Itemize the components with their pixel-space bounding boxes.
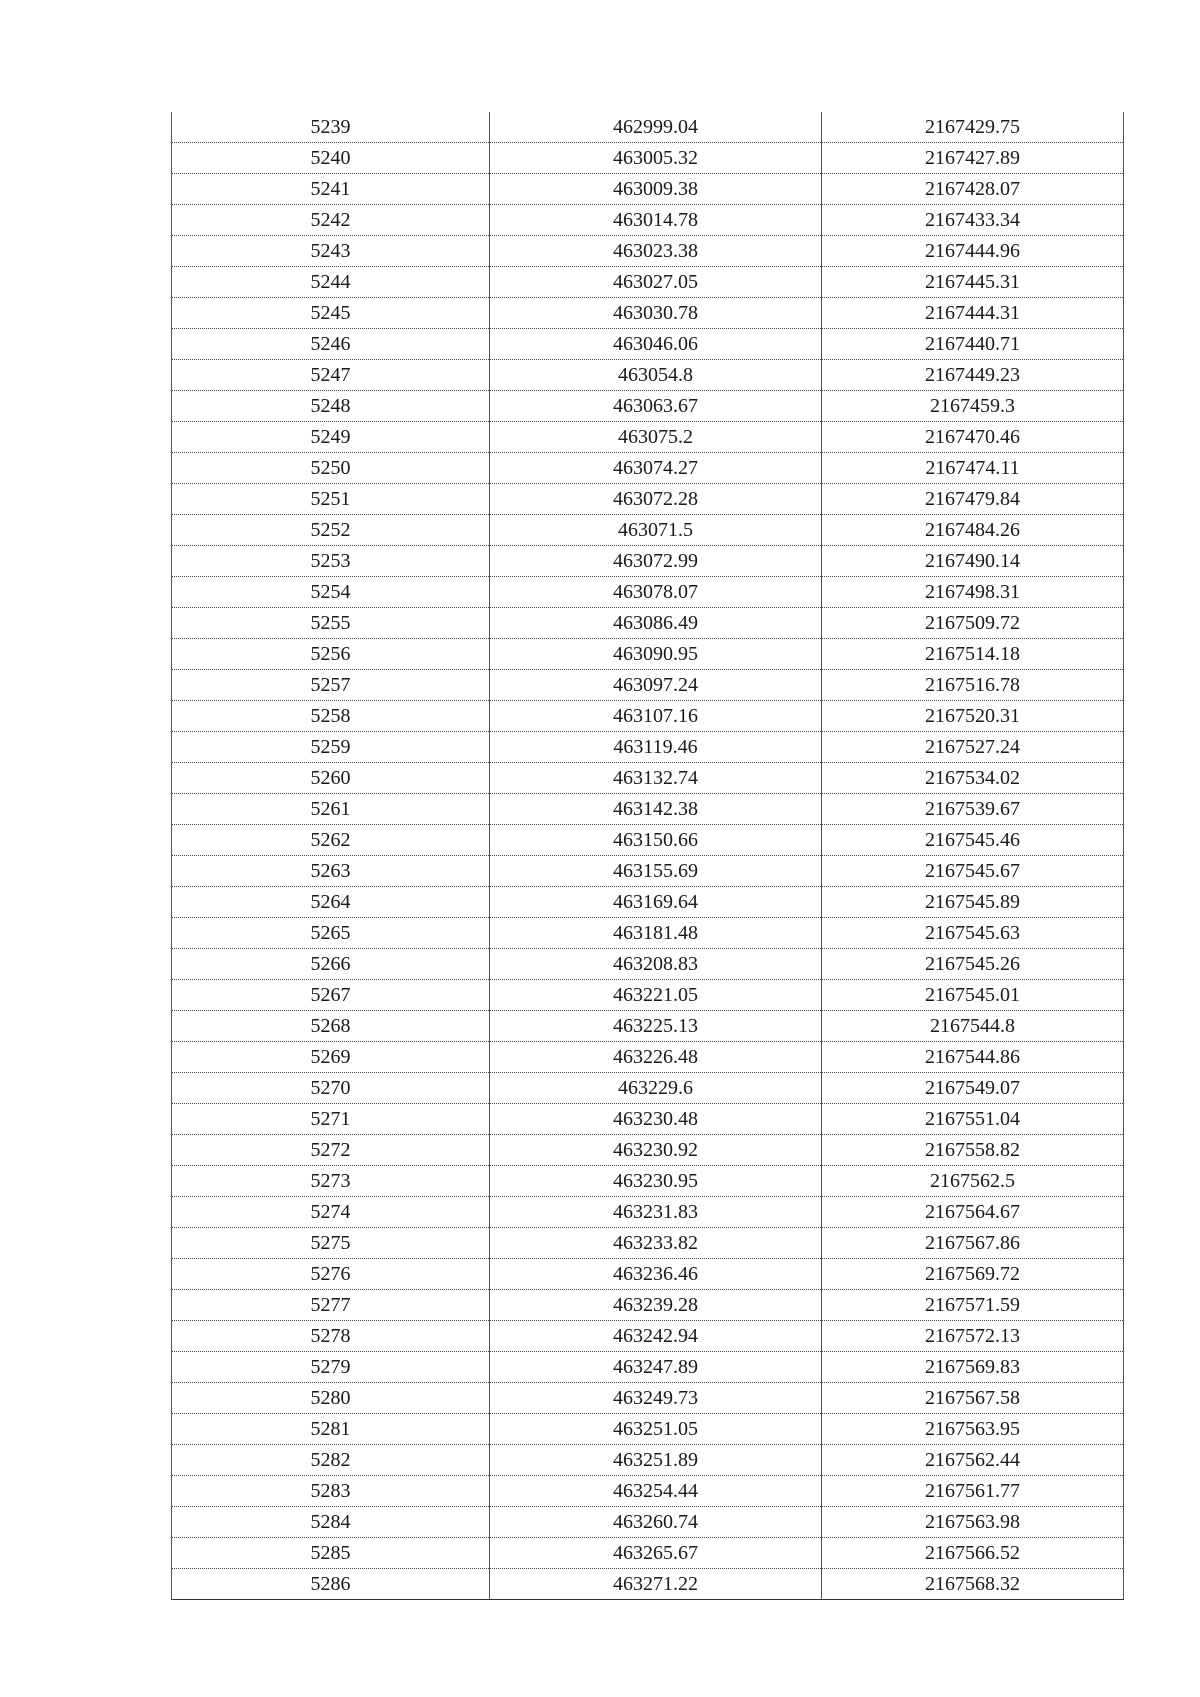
table-row <box>172 515 1124 546</box>
point-number-cell: 5273 <box>172 1166 490 1197</box>
x-coordinate-cell: 463247.89 <box>490 1352 822 1383</box>
point-number-cell: 5258 <box>172 701 490 732</box>
y-coordinate-cell: 2167449.23 <box>822 360 1124 391</box>
table-row <box>172 639 1124 670</box>
x-coordinate-cell: 463072.99 <box>490 546 822 577</box>
point-number-cell: 5286 <box>172 1569 490 1600</box>
point-number-cell: 5281 <box>172 1414 490 1445</box>
y-coordinate-cell: 2167563.98 <box>822 1507 1124 1538</box>
table-row <box>172 1414 1124 1445</box>
point-number-cell: 5251 <box>172 484 490 515</box>
x-coordinate-cell: 463155.69 <box>490 856 822 887</box>
point-number-cell: 5274 <box>172 1197 490 1228</box>
y-coordinate-cell: 2167445.31 <box>822 267 1124 298</box>
point-number-cell: 5282 <box>172 1445 490 1476</box>
point-number-cell: 5247 <box>172 360 490 391</box>
table-row <box>172 1507 1124 1538</box>
x-coordinate-cell: 463236.46 <box>490 1259 822 1290</box>
y-coordinate-cell: 2167567.86 <box>822 1228 1124 1259</box>
x-coordinate-cell: 463254.44 <box>490 1476 822 1507</box>
point-number-cell: 5250 <box>172 453 490 484</box>
point-number-cell: 5267 <box>172 980 490 1011</box>
table-row <box>172 887 1124 918</box>
y-coordinate-cell: 2167563.95 <box>822 1414 1124 1445</box>
point-number-cell: 5239 <box>172 112 490 143</box>
y-coordinate-cell: 2167444.31 <box>822 298 1124 329</box>
table-row <box>172 298 1124 329</box>
table-row <box>172 453 1124 484</box>
y-coordinate-cell: 2167545.46 <box>822 825 1124 856</box>
x-coordinate-cell: 463230.95 <box>490 1166 822 1197</box>
x-coordinate-cell: 463097.24 <box>490 670 822 701</box>
table-row <box>172 732 1124 763</box>
point-number-cell: 5242 <box>172 205 490 236</box>
y-coordinate-cell: 2167534.02 <box>822 763 1124 794</box>
point-number-cell: 5270 <box>172 1073 490 1104</box>
point-number-cell: 5277 <box>172 1290 490 1321</box>
point-number-cell: 5266 <box>172 949 490 980</box>
table-row <box>172 1445 1124 1476</box>
y-coordinate-cell: 2167490.14 <box>822 546 1124 577</box>
table-row <box>172 918 1124 949</box>
y-coordinate-cell: 2167549.07 <box>822 1073 1124 1104</box>
y-coordinate-cell: 2167474.11 <box>822 453 1124 484</box>
table-row <box>172 422 1124 453</box>
x-coordinate-cell: 463251.05 <box>490 1414 822 1445</box>
x-coordinate-cell: 463075.2 <box>490 422 822 453</box>
point-number-cell: 5269 <box>172 1042 490 1073</box>
table-row <box>172 1104 1124 1135</box>
point-number-cell: 5259 <box>172 732 490 763</box>
y-coordinate-cell: 2167470.46 <box>822 422 1124 453</box>
table-row <box>172 484 1124 515</box>
x-coordinate-cell: 463009.38 <box>490 174 822 205</box>
y-coordinate-cell: 2167572.13 <box>822 1321 1124 1352</box>
x-coordinate-cell: 463169.64 <box>490 887 822 918</box>
x-coordinate-cell: 463271.22 <box>490 1569 822 1600</box>
point-number-cell: 5244 <box>172 267 490 298</box>
point-number-cell: 5243 <box>172 236 490 267</box>
table-row <box>172 1290 1124 1321</box>
y-coordinate-cell: 2167429.75 <box>822 112 1124 143</box>
y-coordinate-cell: 2167566.52 <box>822 1538 1124 1569</box>
table-row <box>172 1166 1124 1197</box>
y-coordinate-cell: 2167509.72 <box>822 608 1124 639</box>
x-coordinate-cell: 463132.74 <box>490 763 822 794</box>
x-coordinate-cell: 463107.16 <box>490 701 822 732</box>
y-coordinate-cell: 2167571.59 <box>822 1290 1124 1321</box>
y-coordinate-cell: 2167440.71 <box>822 329 1124 360</box>
y-coordinate-cell: 2167568.32 <box>822 1569 1124 1600</box>
y-coordinate-cell: 2167569.83 <box>822 1352 1124 1383</box>
table-row <box>172 825 1124 856</box>
table-row <box>172 794 1124 825</box>
x-coordinate-cell: 463225.13 <box>490 1011 822 1042</box>
point-number-cell: 5275 <box>172 1228 490 1259</box>
point-number-cell: 5285 <box>172 1538 490 1569</box>
y-coordinate-cell: 2167544.8 <box>822 1011 1124 1042</box>
table-row <box>172 1352 1124 1383</box>
y-coordinate-cell: 2167569.72 <box>822 1259 1124 1290</box>
table-row <box>172 1197 1124 1228</box>
point-number-cell: 5240 <box>172 143 490 174</box>
table-row <box>172 1476 1124 1507</box>
y-coordinate-cell: 2167433.34 <box>822 205 1124 236</box>
x-coordinate-cell: 463023.38 <box>490 236 822 267</box>
x-coordinate-cell: 463233.82 <box>490 1228 822 1259</box>
y-coordinate-cell: 2167479.84 <box>822 484 1124 515</box>
x-coordinate-cell: 463230.48 <box>490 1104 822 1135</box>
point-number-cell: 5263 <box>172 856 490 887</box>
y-coordinate-cell: 2167567.58 <box>822 1383 1124 1414</box>
x-coordinate-cell: 463119.46 <box>490 732 822 763</box>
point-number-cell: 5246 <box>172 329 490 360</box>
x-coordinate-cell: 463150.66 <box>490 825 822 856</box>
y-coordinate-cell: 2167545.67 <box>822 856 1124 887</box>
point-number-cell: 5257 <box>172 670 490 701</box>
point-number-cell: 5271 <box>172 1104 490 1135</box>
table-row <box>172 174 1124 205</box>
y-coordinate-cell: 2167562.5 <box>822 1166 1124 1197</box>
x-coordinate-cell: 463239.28 <box>490 1290 822 1321</box>
x-coordinate-cell: 463249.73 <box>490 1383 822 1414</box>
table-row <box>172 1383 1124 1414</box>
table-row <box>172 267 1124 298</box>
x-coordinate-cell: 463005.32 <box>490 143 822 174</box>
x-coordinate-cell: 463054.8 <box>490 360 822 391</box>
point-number-cell: 5280 <box>172 1383 490 1414</box>
x-coordinate-cell: 463181.48 <box>490 918 822 949</box>
table-row <box>172 577 1124 608</box>
table-row <box>172 670 1124 701</box>
point-number-cell: 5265 <box>172 918 490 949</box>
x-coordinate-cell: 463090.95 <box>490 639 822 670</box>
x-coordinate-cell: 463226.48 <box>490 1042 822 1073</box>
table-row <box>172 1569 1124 1600</box>
table-row <box>172 1538 1124 1569</box>
table-row <box>172 949 1124 980</box>
x-coordinate-cell: 463074.27 <box>490 453 822 484</box>
y-coordinate-cell: 2167545.63 <box>822 918 1124 949</box>
y-coordinate-cell: 2167545.01 <box>822 980 1124 1011</box>
coordinate-table <box>171 112 1124 1600</box>
x-coordinate-cell: 463260.74 <box>490 1507 822 1538</box>
point-number-cell: 5256 <box>172 639 490 670</box>
y-coordinate-cell: 2167498.31 <box>822 577 1124 608</box>
point-number-cell: 5264 <box>172 887 490 918</box>
table-row <box>172 1042 1124 1073</box>
point-number-cell: 5260 <box>172 763 490 794</box>
table-row <box>172 329 1124 360</box>
point-number-cell: 5261 <box>172 794 490 825</box>
x-coordinate-cell: 463208.83 <box>490 949 822 980</box>
y-coordinate-cell: 2167427.89 <box>822 143 1124 174</box>
x-coordinate-cell: 463229.6 <box>490 1073 822 1104</box>
table-row <box>172 608 1124 639</box>
coordinate-table-body <box>172 112 1124 1600</box>
point-number-cell: 5245 <box>172 298 490 329</box>
table-row <box>172 701 1124 732</box>
y-coordinate-cell: 2167545.89 <box>822 887 1124 918</box>
x-coordinate-cell: 463027.05 <box>490 267 822 298</box>
table-row <box>172 236 1124 267</box>
point-number-cell: 5248 <box>172 391 490 422</box>
x-coordinate-cell: 462999.04 <box>490 112 822 143</box>
point-number-cell: 5278 <box>172 1321 490 1352</box>
y-coordinate-cell: 2167484.26 <box>822 515 1124 546</box>
y-coordinate-cell: 2167551.04 <box>822 1104 1124 1135</box>
table-row <box>172 980 1124 1011</box>
x-coordinate-cell: 463072.28 <box>490 484 822 515</box>
x-coordinate-cell: 463086.49 <box>490 608 822 639</box>
y-coordinate-cell: 2167516.78 <box>822 670 1124 701</box>
point-number-cell: 5253 <box>172 546 490 577</box>
table-row <box>172 391 1124 422</box>
table-row <box>172 1228 1124 1259</box>
table-row <box>172 763 1124 794</box>
point-number-cell: 5262 <box>172 825 490 856</box>
x-coordinate-cell: 463071.5 <box>490 515 822 546</box>
x-coordinate-cell: 463265.67 <box>490 1538 822 1569</box>
y-coordinate-cell: 2167545.26 <box>822 949 1124 980</box>
table-row <box>172 546 1124 577</box>
point-number-cell: 5249 <box>172 422 490 453</box>
point-number-cell: 5254 <box>172 577 490 608</box>
point-number-cell: 5283 <box>172 1476 490 1507</box>
point-number-cell: 5276 <box>172 1259 490 1290</box>
table-row <box>172 1321 1124 1352</box>
y-coordinate-cell: 2167527.24 <box>822 732 1124 763</box>
y-coordinate-cell: 2167444.96 <box>822 236 1124 267</box>
table-row <box>172 1073 1124 1104</box>
table-row <box>172 856 1124 887</box>
table-row <box>172 360 1124 391</box>
table-row <box>172 112 1124 143</box>
y-coordinate-cell: 2167514.18 <box>822 639 1124 670</box>
x-coordinate-cell: 463242.94 <box>490 1321 822 1352</box>
point-number-cell: 5255 <box>172 608 490 639</box>
y-coordinate-cell: 2167562.44 <box>822 1445 1124 1476</box>
y-coordinate-cell: 2167558.82 <box>822 1135 1124 1166</box>
x-coordinate-cell: 463142.38 <box>490 794 822 825</box>
x-coordinate-cell: 463078.07 <box>490 577 822 608</box>
y-coordinate-cell: 2167539.67 <box>822 794 1124 825</box>
x-coordinate-cell: 463221.05 <box>490 980 822 1011</box>
x-coordinate-cell: 463251.89 <box>490 1445 822 1476</box>
point-number-cell: 5284 <box>172 1507 490 1538</box>
x-coordinate-cell: 463231.83 <box>490 1197 822 1228</box>
x-coordinate-cell: 463063.67 <box>490 391 822 422</box>
table-row <box>172 143 1124 174</box>
point-number-cell: 5272 <box>172 1135 490 1166</box>
x-coordinate-cell: 463230.92 <box>490 1135 822 1166</box>
point-number-cell: 5279 <box>172 1352 490 1383</box>
x-coordinate-cell: 463046.06 <box>490 329 822 360</box>
table-row <box>172 1011 1124 1042</box>
x-coordinate-cell: 463014.78 <box>490 205 822 236</box>
point-number-cell: 5241 <box>172 174 490 205</box>
y-coordinate-cell: 2167561.77 <box>822 1476 1124 1507</box>
table-row <box>172 205 1124 236</box>
table-row <box>172 1259 1124 1290</box>
x-coordinate-cell: 463030.78 <box>490 298 822 329</box>
y-coordinate-cell: 2167520.31 <box>822 701 1124 732</box>
y-coordinate-cell: 2167564.67 <box>822 1197 1124 1228</box>
point-number-cell: 5268 <box>172 1011 490 1042</box>
table-row <box>172 1135 1124 1166</box>
y-coordinate-cell: 2167459.3 <box>822 391 1124 422</box>
y-coordinate-cell: 2167428.07 <box>822 174 1124 205</box>
y-coordinate-cell: 2167544.86 <box>822 1042 1124 1073</box>
point-number-cell: 5252 <box>172 515 490 546</box>
